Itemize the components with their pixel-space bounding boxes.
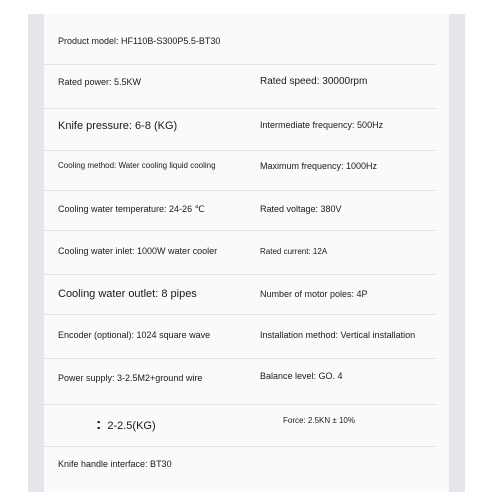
spec-row [44,314,436,359]
product-model-text: Product model: HF110B-S300P5.5-BT30 [58,36,221,46]
intermediate-frequency-text: Intermediate frequency: 500Hz [260,120,384,130]
spec-row-product-model [44,22,436,65]
spec-row [44,108,436,151]
balance-level-text: Balance level: GO. 4 [260,371,343,381]
colon-mark: : [96,416,102,433]
knife-handle-interface-text: Knife handle interface: BT30 [58,459,172,469]
spec-row [44,190,436,231]
knife-pressure-text: Knife pressure: 6-8 (KG) [58,120,178,132]
left-border-rail [28,14,44,492]
rated-speed-text: Rated speed: 30000rpm [260,76,368,87]
rated-voltage-text: Rated voltage: 380V [260,204,342,214]
spec-row [44,230,436,275]
spec-row-knife-handle [44,446,436,490]
encoder-text: Encoder (optional): 1024 square wave [58,330,211,340]
pressure-value: 2-2.5(KG) [107,420,156,432]
spec-row [44,358,436,405]
cooling-water-temperature-text: Cooling water temperature: 24-26 ℃ [58,204,205,214]
motor-poles-text: Number of motor poles: 4P [260,289,368,299]
right-border-rail [449,14,465,492]
spec-row [44,274,436,315]
spec-row [44,404,436,447]
force-text: Force: 2.5KN ± 10% [283,416,355,425]
installation-method-text: Installation method: Vertical installation [260,330,416,340]
cooling-water-inlet-text: Cooling water inlet: 1000W water cooler [58,246,218,256]
rated-power-text: Rated power: 5.5KW [58,77,142,87]
spec-row [44,150,436,191]
maximum-frequency-text: Maximum frequency: 1000Hz [260,161,378,171]
pressure-value-text [96,417,156,433]
rated-current-text: Rated current: 12A [260,247,328,256]
spec-row [44,64,436,109]
cooling-method-text: Cooling method: Water cooling liquid cooling [58,161,216,170]
power-supply-text: Power supply: 3-2.5M2+ground wire [58,373,203,383]
cooling-water-outlet-text: Cooling water outlet: 8 pipes [58,288,197,300]
